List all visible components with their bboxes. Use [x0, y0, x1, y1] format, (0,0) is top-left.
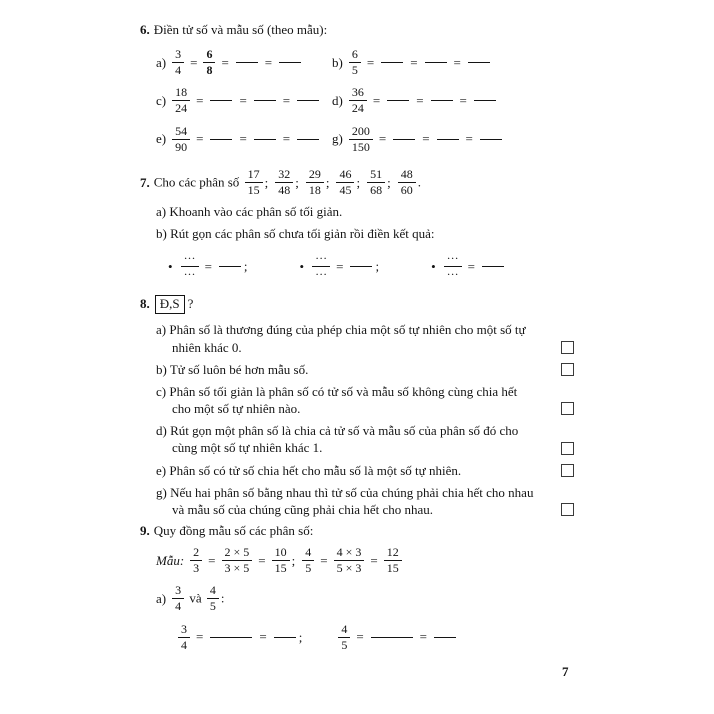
equals-sign: = — [422, 131, 430, 147]
answer-blank — [468, 62, 490, 63]
fraction — [367, 168, 385, 197]
equals-sign: = — [356, 629, 364, 645]
fraction — [306, 168, 324, 197]
numerator: 54 — [172, 125, 190, 140]
statement-text: d) Rút gọn một phân số là chia cả tử số và mẫu số của phân số đó cho cùng một số tự nhiên khác 1. — [156, 423, 519, 456]
question-mark: ? — [187, 295, 194, 311]
fraction — [207, 584, 219, 613]
dots-fraction — [312, 252, 330, 281]
denominator: 5 × 3 — [336, 561, 362, 576]
equals-sign: = — [410, 54, 418, 70]
equals-sign: = — [196, 629, 204, 645]
numerator: 10 — [272, 546, 290, 561]
ex6-item-g — [332, 123, 574, 155]
semicolon: ; — [291, 552, 296, 568]
answer-blank — [254, 139, 276, 140]
denominator: 18 — [308, 183, 321, 198]
exercise-number: 9. — [140, 523, 150, 538]
answer-checkbox[interactable] — [561, 402, 574, 415]
ex7-item-b: b) Rút gọn các phân số chưa tối giản rồi điền kết quả: — [156, 226, 435, 242]
exercise-number: 7. — [140, 174, 150, 190]
result-fraction — [384, 546, 402, 575]
exercise-title: Cho các phân số — [153, 174, 240, 190]
expanded-fraction — [222, 546, 253, 575]
equals-sign: = — [221, 54, 229, 70]
equals-sign: = — [208, 552, 216, 568]
denominator: 45 — [339, 183, 352, 198]
answer-blank — [434, 637, 456, 638]
bullet-icon: • — [168, 258, 173, 274]
fraction — [245, 168, 263, 197]
exercise-8 — [140, 295, 574, 518]
equals-sign: = — [459, 92, 467, 108]
numerator: 51 — [367, 168, 385, 183]
semicolon: ; — [325, 174, 330, 190]
ex8-item-a — [156, 321, 574, 355]
equals-sign: = — [419, 629, 427, 645]
denominator: 4 — [181, 637, 187, 652]
exercise-8-heading — [140, 295, 574, 315]
ex7-answer-group — [168, 253, 248, 282]
denominator: 5 — [209, 599, 216, 614]
denominator: 4 — [175, 63, 182, 78]
answer-blank — [437, 139, 459, 140]
bullet-icon: • — [299, 258, 305, 274]
numerator: 18 — [172, 86, 190, 101]
equals-sign: = — [259, 629, 267, 645]
dots-fraction — [181, 252, 199, 281]
answer-blank — [393, 139, 415, 140]
denominator: 150 — [351, 139, 370, 154]
expanded-fraction — [334, 546, 365, 575]
equals-sign: = — [282, 92, 291, 108]
exercise-9 — [140, 523, 574, 653]
numerator: 36 — [349, 86, 367, 101]
denominator: 24 — [351, 101, 364, 116]
equals-sign: = — [320, 552, 328, 568]
exercise-7-items — [156, 204, 574, 243]
equals-sign: = — [196, 131, 204, 147]
answer-blank — [387, 100, 409, 101]
numerator: 12 — [384, 546, 402, 561]
item-label: c) — [156, 92, 167, 108]
answer-checkbox[interactable] — [561, 503, 574, 516]
exercise-7 — [140, 169, 574, 283]
semicolon: ; — [375, 258, 380, 274]
numerator-dots: ··· — [312, 252, 330, 267]
denominator: 48 — [278, 183, 291, 198]
item-label: b) — [332, 54, 343, 70]
answer-blank — [381, 62, 403, 63]
statement-text: a) Phân số là thương đúng của phép chia một số tự nhiên cho một số tự nhiên khác 0. — [156, 322, 526, 355]
numerator: 29 — [306, 168, 324, 183]
equals-sign: = — [453, 54, 461, 70]
numerator: 6 — [349, 48, 361, 63]
semicolon: ; — [356, 174, 361, 190]
answer-checkbox[interactable] — [561, 464, 574, 477]
fraction — [349, 125, 373, 154]
answer-blank — [371, 637, 413, 638]
ex8-item-b — [156, 361, 574, 378]
equals-sign: = — [258, 552, 266, 568]
ex8-item-e — [156, 462, 574, 479]
semicolon: ; — [298, 629, 303, 645]
answer-blank — [480, 139, 502, 140]
item-label: d) — [332, 92, 343, 108]
numerator: 2 — [190, 546, 202, 561]
statement-text: b) Tử số luôn bé hơn mẫu số. — [156, 361, 309, 377]
numerator: 46 — [336, 168, 354, 183]
fraction — [338, 623, 350, 652]
exercise-number: 6. — [140, 22, 150, 37]
equals-sign: = — [196, 92, 204, 108]
fraction — [302, 546, 314, 575]
numerator: 3 — [172, 48, 184, 63]
item-label: g) — [332, 131, 343, 147]
numerator: 200 — [349, 125, 373, 140]
numerator: 2 × 5 — [222, 546, 253, 561]
answer-blank — [482, 266, 504, 267]
semicolon: ; — [264, 174, 269, 190]
equals-sign: = — [372, 92, 381, 108]
ex7-answer-group — [431, 253, 507, 282]
answer-blank — [274, 637, 296, 638]
ex6-item-c — [156, 87, 332, 116]
statement-text: c) Phân số tối giản là phân số có tử số và mẫu số không cùng chia hết cho một số tự nhiên nào. — [156, 383, 518, 417]
answer-blank — [297, 100, 319, 101]
denominator-dots: ··· — [315, 267, 328, 282]
answer-checkbox[interactable] — [561, 442, 574, 455]
fraction — [275, 168, 293, 197]
equals-sign: = — [264, 54, 273, 70]
numerator: 32 — [275, 168, 293, 183]
fraction — [398, 168, 416, 197]
ex9-item-a — [156, 585, 574, 614]
bullet-icon: • — [431, 258, 436, 274]
denominator: 15 — [274, 561, 287, 576]
statement-text: e) Phân số có tử số chia hết cho mẫu số là một số tự nhiên. — [156, 462, 462, 478]
denominator: 60 — [400, 183, 413, 198]
sample-fraction — [203, 48, 215, 77]
ex8-item-c — [156, 383, 574, 417]
colon: : — [220, 590, 225, 606]
numerator: 4 — [338, 623, 350, 638]
answer-checkbox[interactable] — [561, 341, 574, 354]
exercise-title: Điền tử số và mẫu số (theo mẫu): — [153, 22, 328, 37]
numerator: 4 × 3 — [334, 546, 365, 561]
denominator-dots: ··· — [183, 267, 196, 282]
numerator: 4 — [302, 546, 314, 561]
answer-blank — [254, 100, 276, 101]
numerator: 4 — [207, 584, 219, 599]
fraction — [178, 623, 190, 652]
answer-blank — [236, 62, 258, 63]
equals-sign: = — [282, 131, 291, 147]
ex7-answer-group — [300, 253, 380, 282]
numerator-dots: ··· — [444, 252, 462, 267]
ex9-sample-line — [156, 544, 574, 576]
exercise-title: Quy đồng mẫu số các phân số: — [153, 523, 314, 538]
answer-blank — [219, 266, 241, 267]
ex6-item-d — [332, 87, 574, 116]
exercise-9-heading — [140, 523, 574, 540]
denominator: 90 — [175, 139, 188, 154]
exercise-8-items — [156, 321, 574, 518]
ex6-item-e — [156, 123, 332, 155]
answer-blank — [431, 100, 453, 101]
ex7-item-a: a) Khoanh vào các phân số tối giản. — [156, 204, 343, 220]
ex9-work-line — [176, 621, 574, 653]
numerator-dots: ··· — [181, 252, 199, 267]
equals-sign: = — [366, 54, 375, 70]
statement-text: g) Nếu hai phân số bằng nhau thì tử số của chúng phải chia hết cho nhau và mẫu số của chúng cũng phải chia hết cho nhau. — [156, 484, 534, 517]
fraction — [172, 48, 184, 77]
equals-sign: = — [190, 54, 198, 70]
exercise-6-grid — [156, 46, 574, 155]
denominator: 8 — [206, 63, 213, 78]
semicolon: ; — [295, 174, 299, 190]
page-number: 7 — [562, 664, 569, 679]
equals-sign: = — [378, 131, 387, 147]
answer-blank — [279, 62, 301, 63]
fraction — [349, 86, 367, 115]
dots-fraction — [444, 252, 462, 281]
item-label: a) — [156, 590, 167, 606]
ex7-answer-row — [168, 253, 574, 282]
item-label: e) — [156, 131, 167, 147]
answer-blank — [210, 139, 232, 140]
equals-sign: = — [416, 92, 424, 108]
ex8-item-g — [156, 484, 574, 518]
equals-sign: = — [467, 258, 475, 274]
sample-label: Mẫu: — [156, 552, 185, 568]
fraction — [172, 125, 190, 154]
denominator: 3 — [193, 561, 200, 576]
denominator: 15 — [386, 561, 399, 576]
denominator: 3 × 5 — [224, 561, 250, 576]
ex8-item-d — [156, 422, 574, 456]
denominator: 15 — [247, 183, 260, 198]
answer-checkbox[interactable] — [561, 363, 574, 376]
ex6-item-b — [332, 46, 574, 78]
fraction — [190, 546, 202, 575]
denominator: 4 — [175, 599, 182, 614]
answer-blank — [350, 266, 372, 267]
denominator: 5 — [305, 561, 312, 576]
denominator: 5 — [351, 63, 358, 78]
fraction — [336, 168, 354, 197]
answer-blank — [210, 100, 232, 101]
numerator: 48 — [398, 168, 416, 183]
and-word: và — [189, 590, 202, 606]
period: . — [417, 174, 421, 190]
answer-blank — [425, 62, 447, 63]
denominator: 24 — [175, 101, 188, 116]
answer-blank — [297, 139, 319, 140]
fraction — [172, 584, 184, 613]
equals-sign: = — [465, 131, 473, 147]
answer-blank — [210, 637, 252, 638]
numerator: 3 — [178, 623, 190, 638]
exercise-number: 8. — [140, 295, 150, 311]
equals-sign: = — [239, 131, 247, 147]
denominator: 68 — [370, 183, 383, 198]
equals-sign: = — [239, 92, 247, 108]
denominator-dots: ··· — [446, 267, 459, 282]
true-false-box: Đ,S — [155, 295, 185, 315]
semicolon: ; — [243, 258, 248, 274]
ex6-item-a — [156, 46, 332, 78]
numerator: 3 — [172, 584, 184, 599]
numerator: 6 — [203, 48, 215, 63]
fraction — [349, 48, 361, 77]
result-fraction — [272, 546, 290, 575]
semicolon: ; — [387, 174, 391, 190]
denominator: 5 — [341, 637, 348, 652]
exercise-6 — [140, 22, 574, 155]
item-label: a) — [156, 54, 167, 70]
exercise-6-heading — [140, 22, 574, 39]
fraction — [172, 86, 190, 115]
equals-sign: = — [370, 552, 378, 568]
exercise-7-heading — [140, 169, 574, 198]
equals-sign: = — [204, 258, 212, 274]
numerator: 17 — [245, 168, 263, 183]
answer-blank — [474, 100, 496, 101]
equals-sign: = — [336, 258, 344, 274]
